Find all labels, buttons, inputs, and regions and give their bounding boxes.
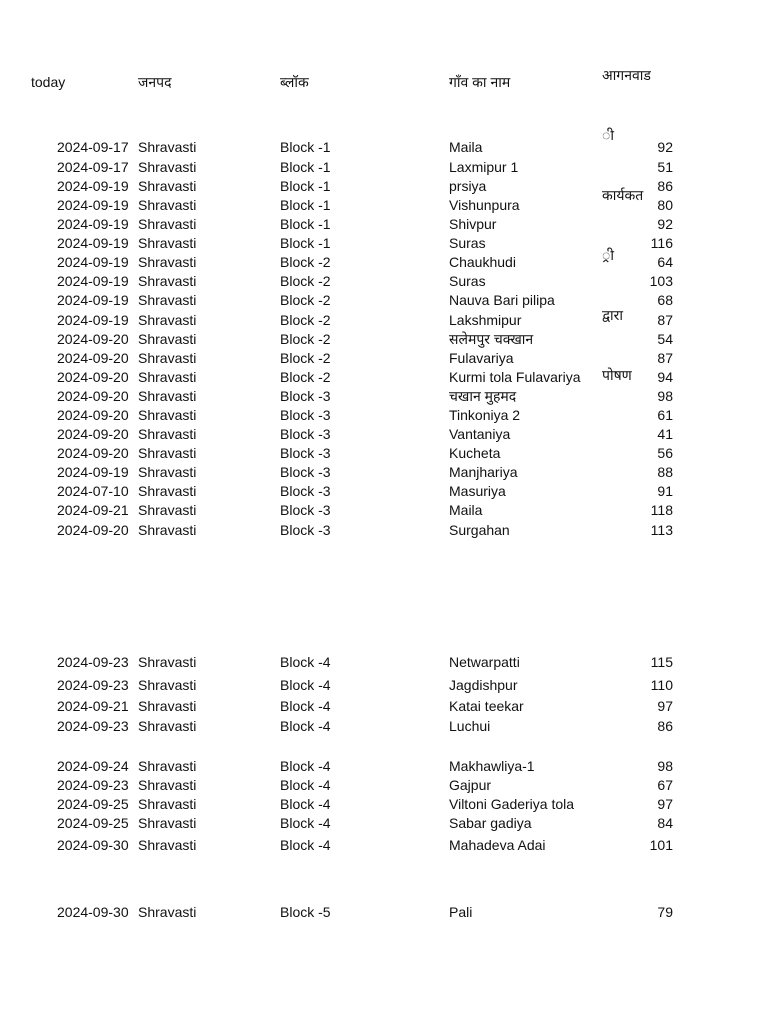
- row-count: 110: [650, 677, 673, 693]
- row-village: Suras: [449, 235, 486, 251]
- row-count: 92: [657, 216, 673, 232]
- row-district: Shravasti: [138, 197, 197, 213]
- row-district: Shravasti: [138, 698, 197, 714]
- row-block: Block -4: [280, 654, 331, 670]
- row-village: Maila: [449, 139, 483, 155]
- row-block: Block -3: [280, 388, 331, 404]
- row-block: Block -2: [280, 350, 331, 366]
- row-district: Shravasti: [138, 483, 197, 499]
- row-block: Block -3: [280, 522, 331, 538]
- row-block: Block -2: [280, 312, 331, 328]
- row-date: 2024-09-19: [57, 197, 129, 213]
- row-block: Block -1: [280, 235, 331, 251]
- row-village: Lakshmipur: [449, 312, 522, 328]
- row-date: 2024-09-19: [57, 254, 129, 270]
- row-date: 2024-09-25: [57, 796, 129, 812]
- row-count: 103: [649, 273, 673, 289]
- row-village: Masuriya: [449, 483, 506, 499]
- row-village: Makhawliya-1: [449, 758, 535, 774]
- row-count: 61: [657, 407, 673, 423]
- row-block: Block -3: [280, 426, 331, 442]
- row-district: Shravasti: [138, 445, 197, 461]
- header-line: कार्यकत: [602, 187, 644, 203]
- row-village: Tinkoniya 2: [449, 407, 521, 423]
- row-block: Block -4: [280, 718, 331, 734]
- row-count: 91: [657, 483, 673, 499]
- row-block: Block -1: [280, 178, 331, 194]
- row-count: 97: [657, 796, 673, 812]
- row-date: 2024-09-25: [57, 815, 129, 831]
- row-date: 2024-09-30: [57, 837, 129, 853]
- row-date: 2024-09-17: [57, 139, 129, 155]
- row-district: Shravasti: [138, 796, 197, 812]
- row-block: Block -1: [280, 139, 331, 155]
- row-date: 2024-09-20: [57, 350, 129, 366]
- row-count: 113: [650, 522, 673, 538]
- row-block: Block -4: [280, 758, 331, 774]
- row-count: 64: [657, 254, 673, 270]
- row-block: Block -1: [280, 197, 331, 213]
- row-count: 118: [650, 502, 673, 518]
- row-block: Block -4: [280, 815, 331, 831]
- header-line: ्री: [602, 247, 614, 263]
- row-count: 98: [657, 388, 673, 404]
- row-block: Block -4: [280, 837, 331, 853]
- row-date: 2024-09-23: [57, 654, 129, 670]
- row-district: Shravasti: [138, 216, 197, 232]
- row-count: 68: [657, 292, 673, 308]
- row-district: Shravasti: [138, 837, 197, 853]
- row-block: Block -2: [280, 369, 331, 385]
- row-date: 2024-09-30: [57, 904, 129, 920]
- row-village: Jagdishpur: [449, 677, 518, 693]
- row-block: Block -4: [280, 677, 331, 693]
- row-date: 2024-09-23: [57, 677, 129, 693]
- row-district: Shravasti: [138, 159, 197, 175]
- row-count: 94: [657, 369, 673, 385]
- row-village: Vishunpura: [449, 197, 520, 213]
- row-count: 86: [657, 178, 673, 194]
- row-district: Shravasti: [138, 312, 197, 328]
- row-date: 2024-09-21: [57, 502, 129, 518]
- row-district: Shravasti: [138, 388, 197, 404]
- row-date: 2024-09-23: [57, 777, 129, 793]
- row-date: 2024-09-19: [57, 312, 129, 328]
- row-village: Sabar gadiya: [449, 815, 532, 831]
- row-date: 2024-09-20: [57, 445, 129, 461]
- row-district: Shravasti: [138, 654, 197, 670]
- row-date: 2024-09-20: [57, 407, 129, 423]
- row-count: 54: [657, 331, 673, 347]
- row-count: 51: [657, 159, 673, 175]
- row-district: Shravasti: [138, 718, 197, 734]
- row-block: Block -4: [280, 777, 331, 793]
- row-district: Shravasti: [138, 254, 197, 270]
- row-village: Kucheta: [449, 445, 501, 461]
- row-village: Mahadeva Adai: [449, 837, 546, 853]
- row-village: Manjhariya: [449, 464, 518, 480]
- row-block: Block -1: [280, 216, 331, 232]
- row-count: 86: [657, 718, 673, 734]
- header-block: ब्लॉक: [280, 74, 309, 90]
- row-block: Block -4: [280, 796, 331, 812]
- row-district: Shravasti: [138, 758, 197, 774]
- row-district: Shravasti: [138, 369, 197, 385]
- row-date: 2024-09-17: [57, 159, 129, 175]
- row-village: Luchui: [449, 718, 491, 734]
- row-village: चखान मुहमद: [449, 388, 517, 404]
- row-count: 67: [657, 777, 673, 793]
- row-village: Laxmipur 1: [449, 159, 519, 175]
- row-count: 87: [657, 312, 673, 328]
- row-count: 56: [657, 445, 673, 461]
- row-date: 2024-09-23: [57, 718, 129, 734]
- row-block: Block -3: [280, 407, 331, 423]
- header-district: जनपद: [138, 74, 172, 90]
- row-count: 87: [657, 350, 673, 366]
- row-date: 2024-09-19: [57, 216, 129, 232]
- row-block: Block -3: [280, 483, 331, 499]
- header-village: गाँव का नाम: [449, 74, 511, 90]
- row-village: prsiya: [449, 178, 487, 194]
- row-district: Shravasti: [138, 235, 197, 251]
- row-district: Shravasti: [138, 815, 197, 831]
- row-village: Suras: [449, 273, 486, 289]
- row-district: Shravasti: [138, 292, 197, 308]
- row-date: 2024-09-20: [57, 369, 129, 385]
- row-village: Vantaniya: [449, 426, 511, 442]
- row-district: Shravasti: [138, 522, 197, 538]
- header-today: today: [31, 74, 66, 90]
- row-district: Shravasti: [138, 677, 197, 693]
- row-village: Kurmi tola Fulavariya: [449, 369, 581, 385]
- row-date: 2024-09-20: [57, 388, 129, 404]
- row-village: Viltoni Gaderiya tola: [449, 796, 575, 812]
- row-block: Block -2: [280, 254, 331, 270]
- row-date: 2024-09-19: [57, 292, 129, 308]
- row-date: 2024-09-20: [57, 331, 129, 347]
- row-date: 2024-09-21: [57, 698, 129, 714]
- row-district: Shravasti: [138, 777, 197, 793]
- row-village: Shivpur: [449, 216, 497, 232]
- row-village: Pali: [449, 904, 473, 920]
- row-count: 115: [650, 654, 673, 670]
- row-count: 116: [650, 235, 673, 251]
- row-district: Shravasti: [138, 178, 197, 194]
- row-count: 41: [657, 426, 673, 442]
- row-date: 2024-07-10: [57, 483, 129, 499]
- row-count: 88: [657, 464, 673, 480]
- row-district: Shravasti: [138, 426, 197, 442]
- row-village: Gajpur: [449, 777, 492, 793]
- row-village: Maila: [449, 502, 483, 518]
- row-village: Nauva Bari pilipa: [449, 292, 555, 308]
- row-block: Block -2: [280, 292, 331, 308]
- row-count: 84: [657, 815, 673, 831]
- row-date: 2024-09-19: [57, 235, 129, 251]
- row-count: 80: [657, 197, 673, 213]
- row-block: Block -1: [280, 159, 331, 175]
- row-block: Block -3: [280, 445, 331, 461]
- row-block: Block -3: [280, 464, 331, 480]
- row-village: Katai teekar: [449, 698, 524, 714]
- row-date: 2024-09-20: [57, 522, 129, 538]
- row-village: Chaukhudi: [449, 254, 516, 270]
- row-count: 101: [649, 837, 673, 853]
- row-block: Block -5: [280, 904, 331, 920]
- row-block: Block -3: [280, 502, 331, 518]
- row-count: 97: [657, 698, 673, 714]
- row-district: Shravasti: [138, 273, 197, 289]
- row-village: Netwarpatti: [449, 654, 520, 670]
- row-village: Surgahan: [449, 522, 510, 538]
- row-district: Shravasti: [138, 331, 197, 347]
- header-line: आगनवाड: [602, 67, 651, 83]
- row-date: 2024-09-19: [57, 273, 129, 289]
- row-date: 2024-09-20: [57, 426, 129, 442]
- row-village: Fulavariya: [449, 350, 514, 366]
- row-district: Shravasti: [138, 350, 197, 366]
- row-date: 2024-09-19: [57, 464, 129, 480]
- header-line: द्वारा: [602, 307, 624, 323]
- row-block: Block -2: [280, 273, 331, 289]
- row-count: 79: [657, 904, 673, 920]
- header-line: ी: [602, 127, 614, 143]
- row-block: Block -4: [280, 698, 331, 714]
- row-district: Shravasti: [138, 139, 197, 155]
- row-count: 98: [657, 758, 673, 774]
- row-block: Block -2: [280, 331, 331, 347]
- row-date: 2024-09-19: [57, 178, 129, 194]
- row-district: Shravasti: [138, 407, 197, 423]
- row-district: Shravasti: [138, 502, 197, 518]
- row-district: Shravasti: [138, 464, 197, 480]
- row-district: Shravasti: [138, 904, 197, 920]
- row-count: 92: [657, 139, 673, 155]
- header-line: पोषण: [602, 367, 632, 383]
- row-village: सलेमपुर चक्खान: [449, 331, 534, 347]
- row-date: 2024-09-24: [57, 758, 129, 774]
